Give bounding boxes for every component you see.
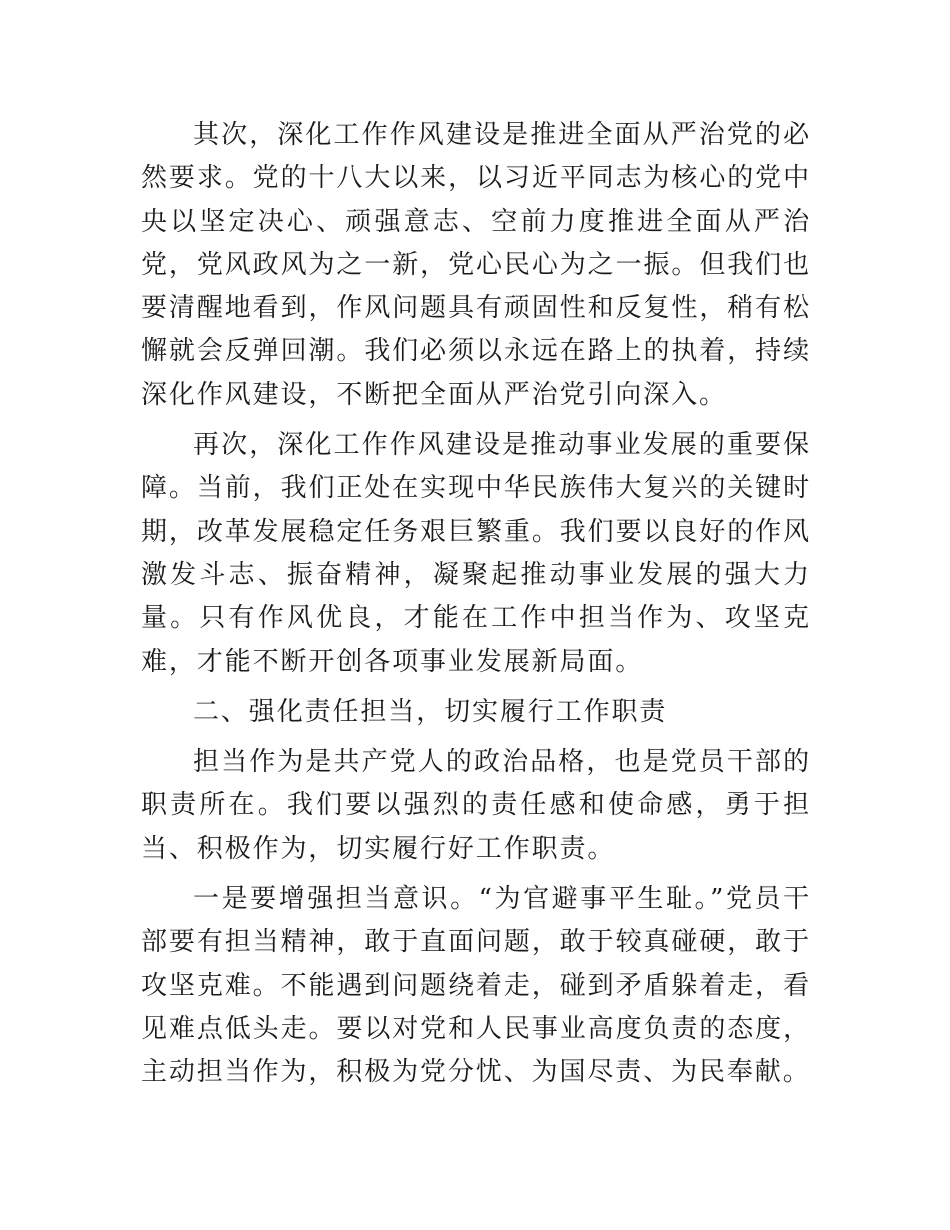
paragraph-third-point: 再次，深化工作作风建设是推动事业发展的重要保障。当前，我们正处在实现中华民族伟大复兴的关键时期，改革发展稳定任务艰巨繁重。我们要以良好的作风激发斗志、振奋精神，凝聚起推动事业发展的强大力量。只有作风优良，才能在工作中担当作为、攻坚克难，才能不断开创各项事业发展新局面。	[141, 430, 811, 677]
paragraph-first-requirement: 一是要增强担当意识。“为官避事平生耻。”党员干部要有担当精神，敢于直面问题，敢于较真碰硬，敢于攻坚克难。不能遇到问题绕着走，碰到矛盾躲着走，看见难点低头走。要以对党和人民事业高度负责的态度，主动担当作为，积极为党分忧、为国尽责、为民奉献。	[141, 884, 811, 1088]
paragraph-second-point: 其次，深化工作作风建设是推进全面从严治党的必然要求。党的十八大以来，以习近平同志为核心的党中央以坚定决心、顽强意志、空前力度推进全面从严治党，党风政风为之一新，党心民心为之一振。但我们也要清醒地看到，作风问题具有顽固性和反复性，稍有松懈就会反弹回潮。我们必须以永远在路上的执着，持续深化作风建设，不断把全面从严治党引向深入。	[141, 120, 811, 410]
section-heading: 二、强化责任担当，切实履行工作职责	[193, 696, 668, 727]
document-body	[141, 114, 811, 1102]
paragraph-responsibility-intro: 担当作为是共产党人的政治品格，也是党员干部的职责所在。我们要以强烈的责任感和使命感，勇于担当、积极作为，切实履行好工作职责。	[141, 747, 811, 864]
